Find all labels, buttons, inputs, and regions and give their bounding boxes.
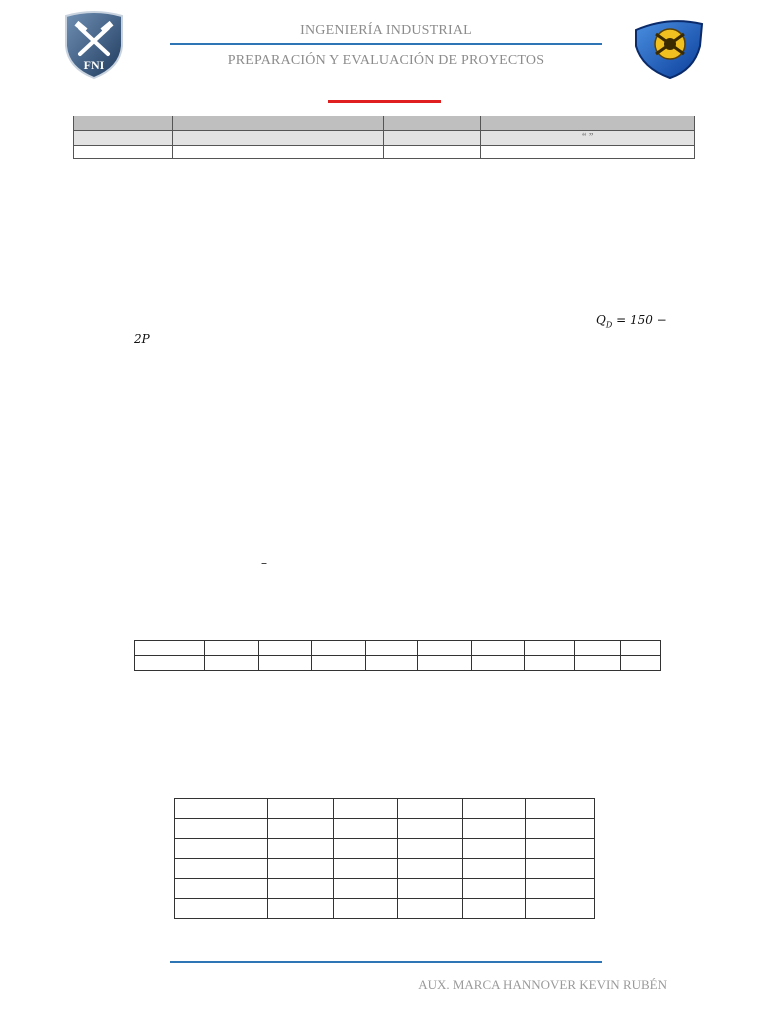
header-title-course: PREPARACIÓN Y EVALUACIÓN DE PROYECTOS — [227, 53, 545, 68]
table-row — [175, 819, 595, 839]
demand-equation-line2: 2P — [134, 332, 150, 346]
info-table-subheader-row — [74, 131, 695, 146]
table-row — [175, 839, 595, 859]
equation-rest: = 150 − — [612, 313, 667, 327]
data-table-horizontal — [134, 640, 661, 671]
industrial-logo — [630, 12, 706, 80]
info-table-row — [74, 146, 695, 159]
table-row — [135, 641, 661, 656]
header-divider — [170, 43, 602, 45]
equation-subscript: D — [605, 320, 613, 330]
info-table-header-row — [74, 116, 695, 131]
footer-author: AUX. MARCA HANNOVER KEVIN RUBÉN — [418, 977, 667, 992]
quote-marks: “ ” — [481, 131, 695, 146]
title-underline — [328, 100, 441, 103]
fni-logo — [62, 10, 126, 80]
table-row — [175, 899, 595, 919]
info-table — [73, 116, 695, 159]
table-row — [175, 879, 595, 899]
header-title-department: INGENIERÍA INDUSTRIAL — [300, 23, 472, 38]
equation-dash: – — [261, 556, 267, 570]
footer-divider — [170, 961, 602, 963]
table-row — [135, 656, 661, 671]
fni-logo-text: FNI — [83, 58, 105, 72]
table-row — [175, 859, 595, 879]
demand-equation-line1 — [596, 313, 667, 329]
data-table-grid — [174, 798, 595, 919]
equation-q: Q — [596, 313, 606, 327]
table-row — [175, 799, 595, 819]
